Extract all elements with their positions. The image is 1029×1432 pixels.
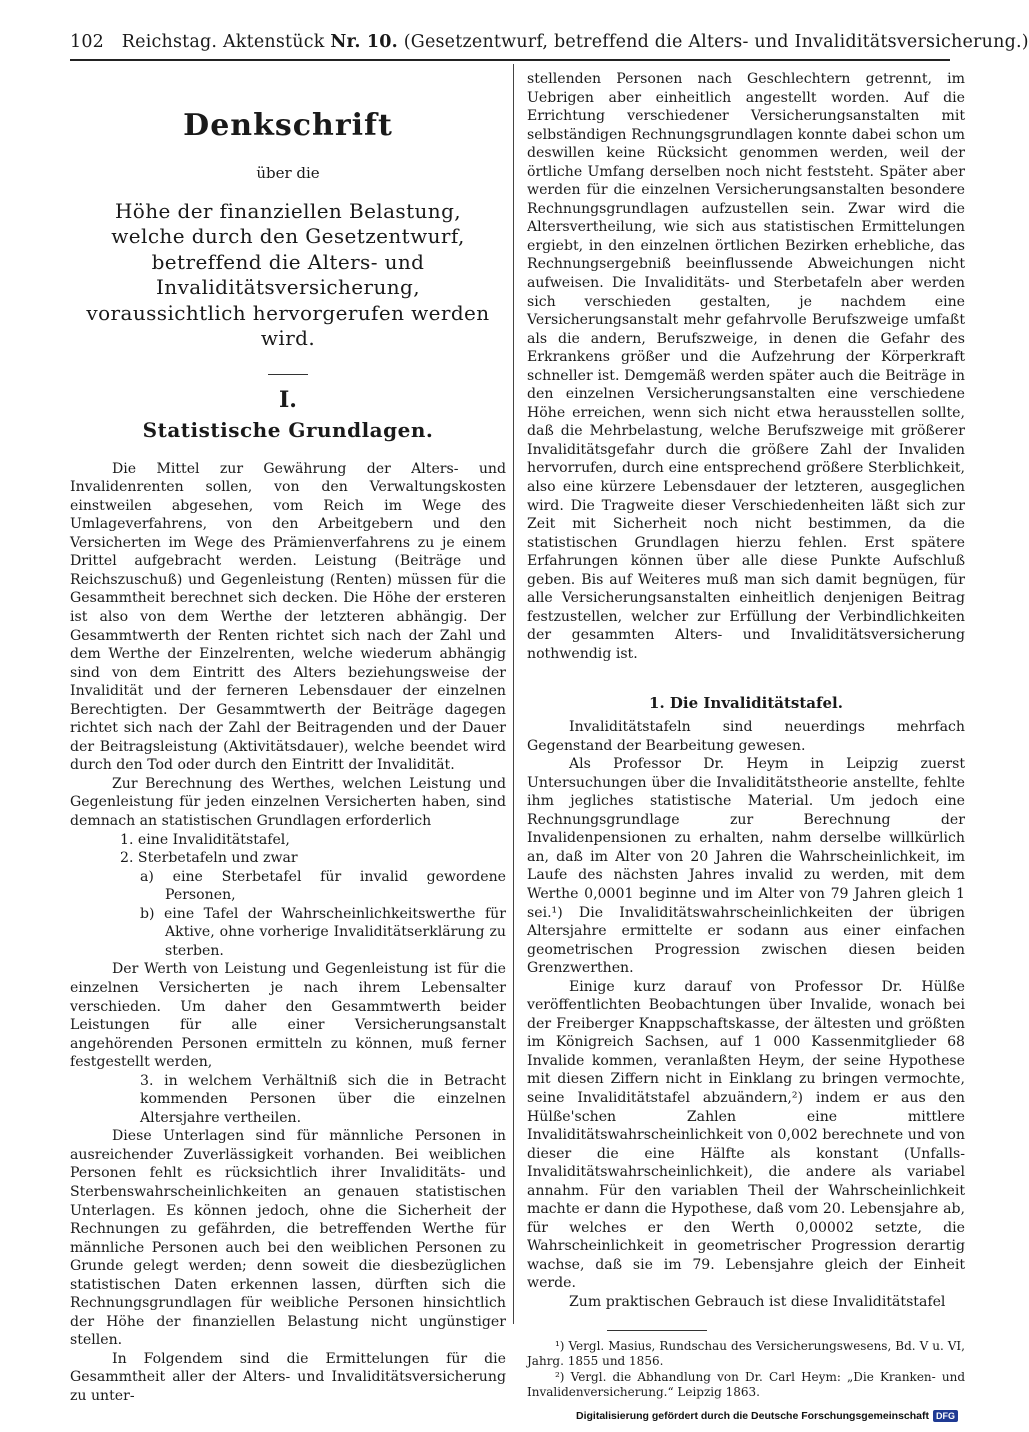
footnote: ²) Vergl. die Abhandlung von Dr. Carl Heym: „Die Kranken- und Invalidenversicherung.“ Leipzig 1863.	[527, 1369, 965, 1400]
list-item: 2. Sterbetafeln und zwar	[120, 850, 298, 867]
header-subtitle: (Gesetzentwurf, betreffend die Alters- und Invaliditätsversicherung.)	[403, 32, 1029, 52]
header-title: Reichstag. Aktenstück	[121, 32, 325, 52]
paragraph: Einige kurz darauf von Professor Dr. Hülße veröffentlichten Beobachtungen über Invalide, wonach bei der Freiberger Knappschaftskasse, der ältesten und größten im Königreich Sachsen, auf 1 000 Kassenmitglieder 68 Invalide kommen, veranlaßten Heym, der seine Hypothese mit diesen Ziffern nicht in Einklang zu bringen vermochte, seine Invaliditätstafel abzuändern,²) indem er aus den Hülße'schen Zahlen eine mittlere Invaliditätswahrscheinlichkeit von 0,002 berechnete und von dieser die eine Hälfte als konstant (Unfalls-Invaliditätswahrscheinlichkeit), die andere als variabel annahm. Für den variablen Theil der Wahrscheinlichkeit machte er dann die Hypothese, daß vom 20. Lebensjahre ab, für welches er den Werth 0,00002 setzte, die Wahrscheinlichkeit in geometrischer Progression derartig wachse, daß sie im 79. Lebensjahre gleich der Einheit werde.	[527, 978, 965, 1292]
paragraph: In Folgendem sind die Ermittelungen für die Gesammtheit aller der Alters- und Invaliditätsversicherung zu unter-	[70, 1350, 506, 1404]
column-separator	[513, 64, 514, 1324]
footnote-divider	[607, 1330, 707, 1331]
document-subtitle: Höhe der finanziellen Belastung, welche durch den Gesetzentwurf, betreffend die Alters- und Invaliditätsversicherung, voraussichtlich hervorgerufen werden wird.	[86, 198, 490, 351]
section-number: I.	[279, 386, 297, 413]
title-divider	[268, 374, 308, 375]
list-subitem: a) eine Sterbetafel für invalid gewordene Personen,	[140, 868, 506, 904]
paragraph: Invaliditätstafeln sind neuerdings mehrfach Gegenstand der Bearbeitung gewesen.	[527, 719, 965, 754]
header-document-number: Nr. 10.	[330, 32, 398, 52]
page-number: 102	[70, 32, 105, 52]
section-heading: Statistische Grundlagen.	[142, 418, 434, 443]
paragraph: Als Professor Dr. Heym in Leipzig zuerst Untersuchungen über die Invaliditätstheorie anstellte, fehlte ihm jegliches statistische Material. Um jedoch eine Rechnungsgrundlage zur Berechnung der Invalidenpensionen zu erhalten, nahm derselbe willkürlich an, daß im Alter von 20 Jahren die Wahrscheinlichkeit, im Laufe des nächsten Jahres invalid zu werden, mit dem Werthe 0,0001 beginne und im Alter von 79 Jahren gleich 1 sei.¹) Die Invaliditätswahrscheinlichkeiten der übrigen Altersjahre ermittelte er sodann aus einer einfachen geometrischen Progression zwischen diesen beiden Grenzwerthen.	[527, 756, 965, 977]
paragraph: Der Werth von Leistung und Gegenleistung ist für die einzelnen Versicherten je nach ihrem Lebensalter verschieden. Um daher den Gesammtwerth beider Leistungen für alle einer Versicherungsanstalt angehörenden Personen ermitteln zu können, muß ferner festgestellt werden,	[70, 961, 506, 1071]
paragraph: Zum praktischen Gebrauch ist diese Invaliditätstafel	[569, 1294, 946, 1310]
header-rule	[70, 59, 950, 61]
paragraph: stellenden Personen nach Geschlechtern getrennt, im Uebrigen aber einheitlich angestellt worden. Auf die Errichtung verschiedener Versicherungsanstalten mit selbständigen Rechnungsgrundlagen konnte dabei schon um deswillen keine Rücksicht genommen werden, weil der örtliche Umfang derselben noch nicht feststeht. Später aber werden für die einzelnen Versicherungsanstalten besondere Rechnungsgrundlagen aufzustellen sein. Zwar wird die Altersvertheilung, wie sich aus statistischen Ermittelungen ergiebt, in den einzelnen örtlichen Bezirken erhebliche, das Rechnungsergebniß beeinflussende Abweichungen nicht aufweisen. Die Invaliditäts- und Sterbetafeln aber werden sich verschieden gestalten, je nachdem eine Versicherungsanstalt mehr gefahrvolle Berufszweige umfaßt als die andern, Berufszweige, in denen die Gefahr des Erkrankens größer und die Aufzehrung der Körperkraft schneller ist. Demgemäß werden später auch die Beiträge in den einzelnen Versicherungsanstalten eine verschiedene Höhe erreichen, wenn sich nicht etwa herausstellen sollte, daß die Mehrbelastung, welche Berufszweige mit größerer Invaliditätsgefahr durch die größere Zahl der Invaliden hervorrufen, durch eine entsprechend größere Sterblichkeit, also eine kürzere Lebensdauer der letzteren, ausgeglichen wird. Die Tragweite dieser Verschiedenheiten läßt sich zur Zeit mit Sicherheit noch nicht bestimmen, da die statistischen Grundlagen hierzu fehlen. Erst spätere Erfahrungen können über alle diese Punkte Aufschluß geben. Bis auf Weiteres muß man sich damit begnügen, für alle Versicherungsanstalten einheitlich denjenigen Beitrag festzustellen, welcher zur Erfüllung der Verbindlichkeiten der gesammten Alters- und Invaliditätsversicherung nothwendig ist.	[527, 71, 965, 662]
page-header	[70, 32, 1029, 58]
list-item: 3. in welchem Verhältniß sich die in Betracht kommenden Personen über die einzelnen Altersjahre vertheilen.	[140, 1072, 506, 1126]
digitization-credit	[576, 1410, 958, 1422]
footnote: ¹) Vergl. Masius, Rundschau des Versicherungswesens, Bd. V u. VI, Jahrg. 1855 und 1856.	[527, 1338, 965, 1369]
document-title: Denkschrift	[183, 108, 393, 143]
list-subitem: b) eine Tafel der Wahrscheinlichkeitswerthe für Aktive, ohne vorherige Invaliditätserklärung zu sterben.	[140, 905, 506, 959]
list-item: 1. eine Invaliditätstafel,	[120, 831, 290, 848]
subsection-heading: 1. Die Invaliditätstafel.	[649, 693, 843, 712]
paragraph: Diese Unterlagen sind für männliche Personen in ausreichender Zuverlässigkeit vorhanden. Bei weiblichen Personen fehlt es rücksichtlich ihrer Invaliditäts- und Sterbenswahrscheinlichkeiten an genauen statistischen Unterlagen. Es können jedoch, ohne die Sicherheit der Rechnungen zu gefährden, die betreffenden Werthe für männliche Personen auch bei den weiblichen Personen zu Grunde gelegt werden; denn soweit die diesbezüglichen statistischen Daten erkennen lassen, dürften sich die Rechnungsgrundlagen für weibliche Personen hinsichtlich der Höhe der finanziellen Belastung nicht ungünstiger stellen.	[70, 1128, 506, 1349]
credit-text: Digitalisierung gefördert durch die Deutsche Forschungsgemeinschaft	[576, 1410, 929, 1422]
right-column	[527, 70, 965, 1401]
left-column	[70, 70, 506, 1406]
dfg-logo: DFG	[933, 1410, 958, 1422]
title-connector: über die	[256, 164, 320, 182]
requirements-list	[70, 831, 506, 961]
paragraph: Die Mittel zur Gewährung der Alters- und Invalidenrenten sollen, von den Verwaltungskosten einstweilen abgesehen, vom Reich im Wege des Umlageverfahrens, von den Arbeitgebern und den Versicherten im Wege des Prämienverfahrens zu je einem Drittel aufgebracht werden. Leistung (Beiträge und Reichszuschuß) und Gegenleistung (Renten) müssen für die Gesammtheit berechnet sich decken. Die Höhe der ersteren ist also von dem Werthe der letzteren abhängig. Der Gesammtwerth der Renten richtet sich nach der Zahl und dem Werthe der Einzelrenten, welche wiederum abhängig sind von dem Eintritt des Alters beziehungsweise der Invalidität und der ferneren Lebensdauer der einzelnen Berechtigten. Der Gesammtwerth der Beiträge dagegen richtet sich nach der Zahl der Beitragenden und der Dauer der Beitragsleistung (Aktivitätsdauer), welche beendet wird durch den Tod oder durch den Eintritt der Invalidität.	[70, 460, 506, 774]
paragraph: Zur Berechnung des Werthes, welchen Leistung und Gegenleistung für jeden einzelnen Versicherten haben, sind demnach an statistischen Grundlagen erforderlich	[70, 775, 506, 830]
